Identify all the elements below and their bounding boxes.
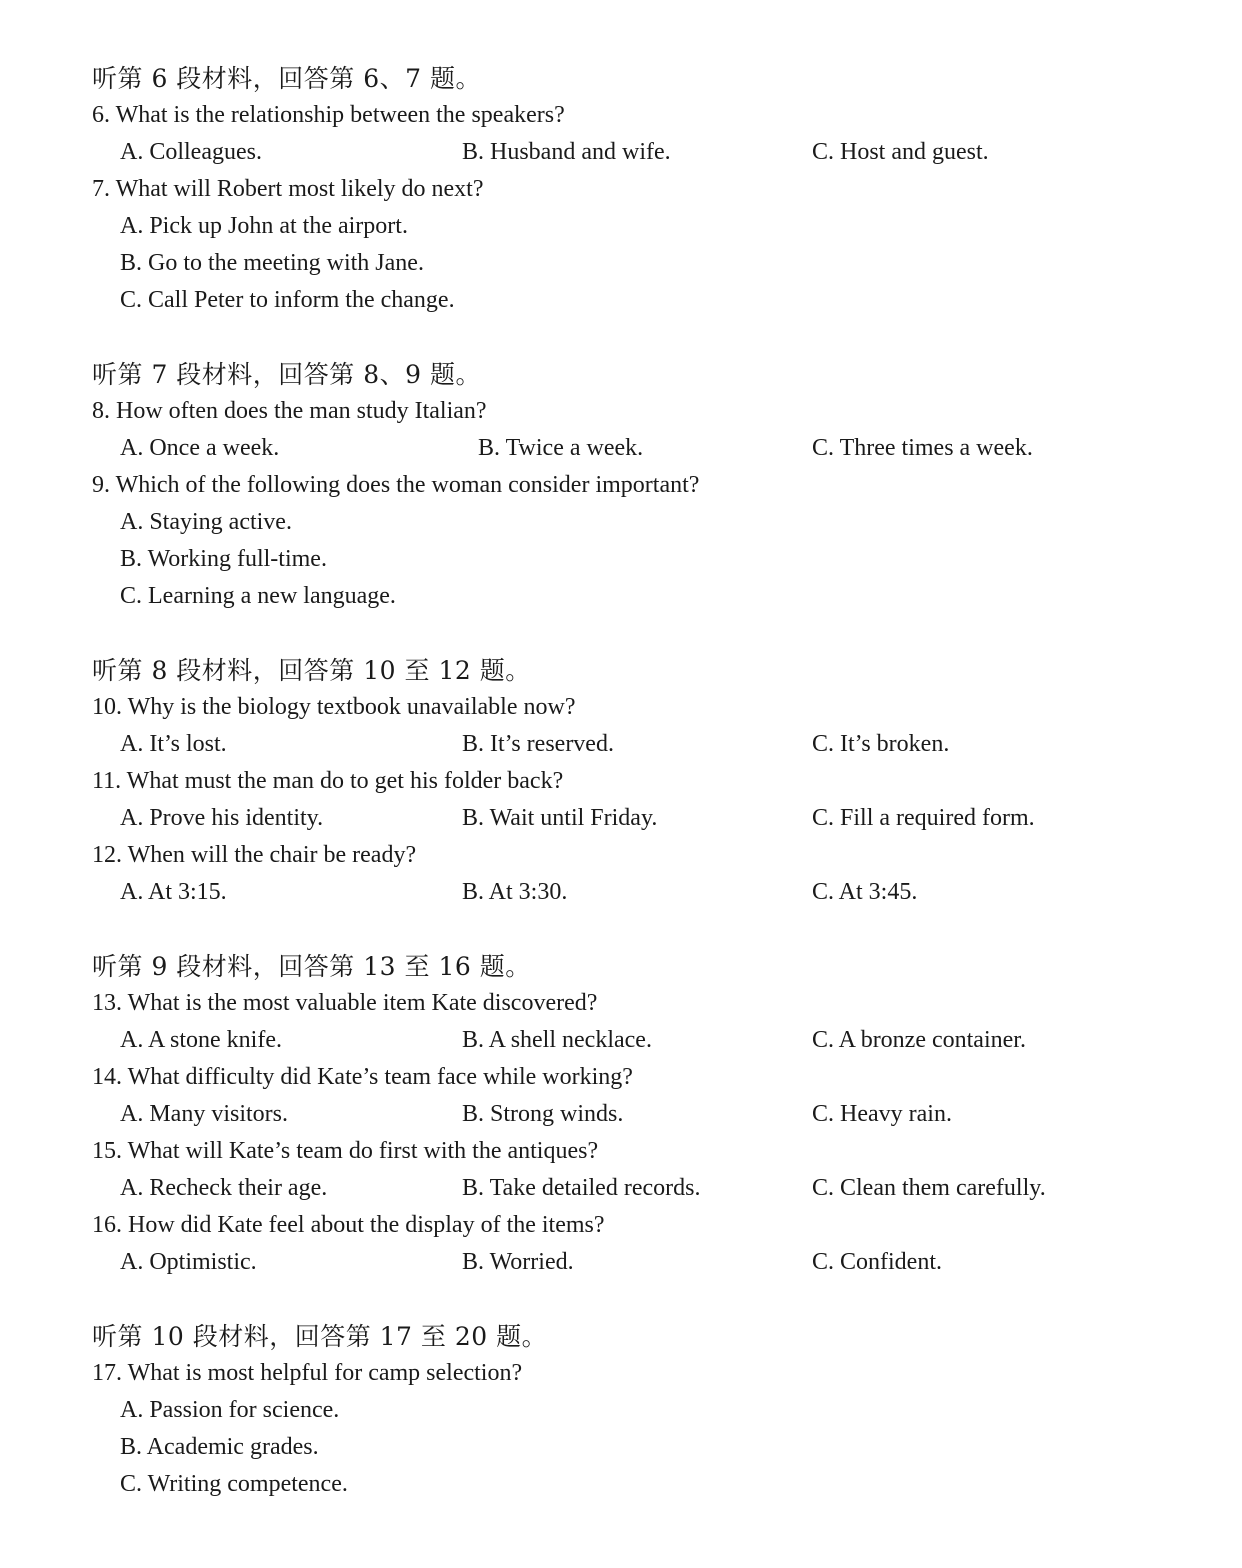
option-a: A. A stone knife. bbox=[120, 1027, 282, 1053]
option-a: A. Recheck their age. bbox=[120, 1175, 328, 1201]
section-header: 听第 8 段材料，回答第 10 至 12 题。 bbox=[92, 656, 531, 685]
option-b: B. Take detailed records. bbox=[462, 1175, 701, 1201]
options-row bbox=[92, 1170, 1242, 1207]
option-b: B. Academic grades. bbox=[120, 1434, 319, 1460]
question-stem: 17. What is most helpful for camp selection? bbox=[92, 1360, 523, 1386]
option-c: C. Fill a required form. bbox=[812, 805, 1035, 831]
option-a: A. Colleagues. bbox=[120, 139, 262, 165]
options-row bbox=[92, 874, 1242, 911]
option-b: B. It’s reserved. bbox=[462, 731, 614, 757]
options-row bbox=[92, 1022, 1242, 1059]
options-row bbox=[92, 430, 1242, 467]
options-row bbox=[92, 726, 1242, 763]
option-a: A. Optimistic. bbox=[120, 1249, 257, 1275]
option-c: C. Heavy rain. bbox=[812, 1101, 952, 1127]
option-b: B. Go to the meeting with Jane. bbox=[120, 250, 424, 276]
options-row bbox=[92, 800, 1242, 837]
option-b: B. Twice a week. bbox=[478, 435, 644, 461]
option-a: A. It’s lost. bbox=[120, 731, 227, 757]
option-c: C. Confident. bbox=[812, 1249, 942, 1275]
question-stem: 13. What is the most valuable item Kate discovered? bbox=[92, 990, 598, 1016]
option-b: B. Worried. bbox=[462, 1249, 574, 1275]
option-c: C. It’s broken. bbox=[812, 731, 950, 757]
options-row bbox=[92, 134, 1242, 171]
option-b: B. At 3:30. bbox=[462, 879, 568, 905]
options-row bbox=[92, 1244, 1242, 1281]
section-header: 听第 6 段材料，回答第 6、7 题。 bbox=[92, 64, 482, 93]
question-stem: 6. What is the relationship between the speakers? bbox=[92, 102, 565, 128]
option-b: B. Working full-time. bbox=[120, 546, 327, 572]
option-a: A. Pick up John at the airport. bbox=[120, 213, 408, 239]
option-c: C. At 3:45. bbox=[812, 879, 918, 905]
option-a: A. Many visitors. bbox=[120, 1101, 288, 1127]
question-stem: 7. What will Robert most likely do next? bbox=[92, 176, 484, 202]
question-stem: 11. What must the man do to get his folder back? bbox=[92, 768, 564, 794]
option-a: A. Prove his identity. bbox=[120, 805, 324, 831]
option-c: C. A bronze container. bbox=[812, 1027, 1026, 1053]
question-stem: 12. When will the chair be ready? bbox=[92, 842, 417, 868]
option-c: C. Call Peter to inform the change. bbox=[120, 287, 455, 313]
section-header: 听第 9 段材料，回答第 13 至 16 题。 bbox=[92, 952, 531, 981]
option-a: A. At 3:15. bbox=[120, 879, 227, 905]
option-c: C. Host and guest. bbox=[812, 139, 989, 165]
section-header: 听第 7 段材料，回答第 8、9 题。 bbox=[92, 360, 482, 389]
option-c: C. Three times a week. bbox=[812, 435, 1033, 461]
question-stem: 15. What will Kate’s team do first with the antiques? bbox=[92, 1138, 599, 1164]
option-b: B. Husband and wife. bbox=[462, 139, 671, 165]
question-stem: 14. What difficulty did Kate’s team face while working? bbox=[92, 1064, 633, 1090]
option-a: A. Staying active. bbox=[120, 509, 292, 535]
question-stem: 10. Why is the biology textbook unavailable now? bbox=[92, 694, 576, 720]
question-stem: 9. Which of the following does the woman consider important? bbox=[92, 472, 700, 498]
options-row bbox=[92, 1096, 1242, 1133]
option-c: C. Writing competence. bbox=[120, 1471, 348, 1497]
section-header: 听第 10 段材料，回答第 17 至 20 题。 bbox=[92, 1322, 548, 1351]
question-stem: 8. How often does the man study Italian? bbox=[92, 398, 487, 424]
option-c: C. Learning a new language. bbox=[120, 583, 396, 609]
option-a: A. Once a week. bbox=[120, 435, 280, 461]
option-c: C. Clean them carefully. bbox=[812, 1175, 1046, 1201]
option-b: B. Wait until Friday. bbox=[462, 805, 658, 831]
question-stem: 16. How did Kate feel about the display of the items? bbox=[92, 1212, 605, 1238]
option-b: B. A shell necklace. bbox=[462, 1027, 652, 1053]
option-b: B. Strong winds. bbox=[462, 1101, 624, 1127]
option-a: A. Passion for science. bbox=[120, 1397, 340, 1423]
